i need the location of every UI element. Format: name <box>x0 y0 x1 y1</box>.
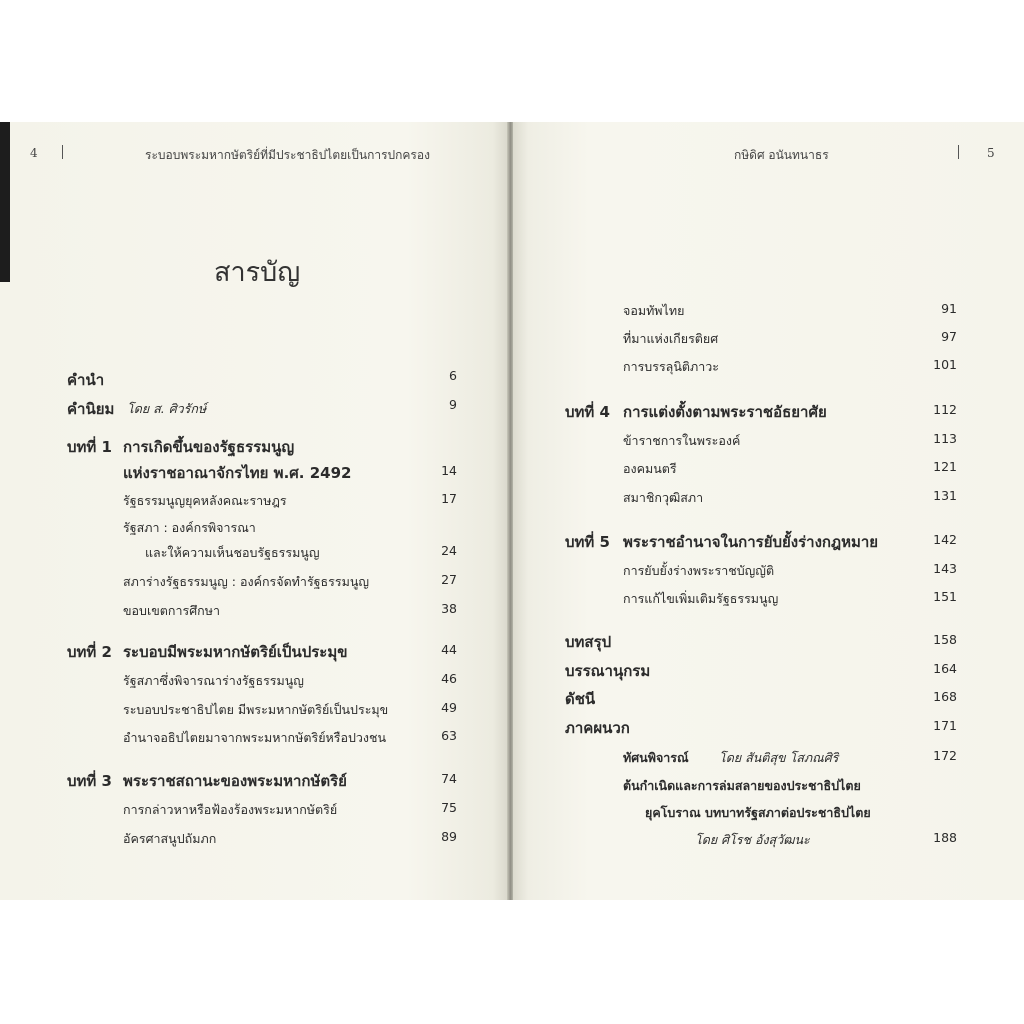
entry-title: คำนำ <box>67 371 105 389</box>
chapter-title: ระบอบมีพระมหากษัตริย์เป็นประมุข <box>123 643 348 661</box>
chapter-number: บทที่ 5 <box>565 533 610 551</box>
left-page <box>0 122 508 900</box>
entry-title: จอมทัพไทย <box>623 303 685 318</box>
entry-page: 131 <box>933 488 957 503</box>
entry-page: 101 <box>933 357 957 372</box>
entry-page: 171 <box>933 718 957 733</box>
entry-page: 97 <box>941 329 957 344</box>
entry-title: อำนาจอธิปไตยมาจากพระมหากษัตริย์หรือปวงชน <box>123 730 387 745</box>
entry-page: 91 <box>941 301 957 316</box>
entry-page: 113 <box>933 431 957 446</box>
entry-page: 6 <box>449 368 457 383</box>
chapter-number: บทที่ 4 <box>565 403 610 421</box>
chapter-number: บทที่ 2 <box>67 643 112 661</box>
entry-byline: โดย สันติสุข โสภณศิริ <box>719 750 839 765</box>
entry-title: รัฐสภาซึ่งพิจารณาร่างรัฐธรรมนูญ <box>123 673 304 688</box>
entry-title: การกล่าวหาหรือฟ้องร้องพระมหากษัตริย์ <box>123 802 338 817</box>
entry-title: รัฐสภา : องค์กรพิจารณา <box>123 520 256 535</box>
entry-page: 89 <box>441 829 457 844</box>
entry-page: 44 <box>441 642 457 657</box>
entry-title: สมาชิกวุฒิสภา <box>623 490 704 505</box>
entry-page: 38 <box>441 601 457 616</box>
right-page-number: 5 <box>987 146 995 160</box>
left-running-head: ระบอบพระมหากษัตริย์ที่มีประชาธิปไตยเป็นการปกครอง <box>145 148 430 162</box>
right-page <box>513 122 1024 900</box>
entry-page: 188 <box>933 830 957 845</box>
entry-page: 14 <box>441 463 457 478</box>
entry-title: ระบอบประชาธิปไตย มีพระมหากษัตริย์เป็นประมุข <box>123 702 389 717</box>
entry-page: 158 <box>933 632 957 647</box>
entry-title: รัฐธรรมนูญยุคหลังคณะราษฎร <box>123 493 287 508</box>
toc-title: สารบัญ <box>214 257 301 288</box>
entry-page: 75 <box>441 800 457 815</box>
entry-title: อัครศาสนูปถัมภก <box>123 831 217 846</box>
entry-title: ขอบเขตการศึกษา <box>123 603 220 618</box>
chapter-title: การเกิดขึ้นของรัฐธรรมนูญ <box>123 438 295 456</box>
entry-title: บรรณานุกรม <box>565 662 651 680</box>
entry-page: 121 <box>933 459 957 474</box>
entry-title: การยับยั้งร่างพระราชบัญญัติ <box>623 563 775 578</box>
entry-title: คำนิยม <box>67 400 115 418</box>
entry-byline: โดย ศิโรช อังสุวัฒนะ <box>695 832 810 847</box>
entry-byline: โดย ส. ศิวรักษ์ <box>127 401 207 416</box>
entry-page: 164 <box>933 661 957 676</box>
entry-page: 172 <box>933 748 957 763</box>
entry-title: และให้ความเห็นชอบรัฐธรรมนูญ <box>145 545 320 560</box>
chapter-number: บทที่ 1 <box>67 438 112 456</box>
entry-title: ภาคผนวก <box>565 719 630 737</box>
entry-title: ยุคโบราณ บทบาทรัฐสภาต่อประชาธิปไตย <box>645 805 871 820</box>
entry-page: 74 <box>441 771 457 786</box>
entry-title: ที่มาแห่งเกียรติยศ <box>623 331 719 346</box>
chapter-title: การแต่งตั้งตามพระราชอัธยาศัย <box>623 403 827 421</box>
scan-edge-shadow <box>0 122 10 282</box>
entry-title: ทัศนพิจารณ์ <box>623 750 689 765</box>
right-running-head: กษิดิศ อนันทนาธร <box>734 148 829 162</box>
entry-page: 49 <box>441 700 457 715</box>
entry-page: 63 <box>441 728 457 743</box>
entry-page: 112 <box>933 402 957 417</box>
entry-title: สภาร่างรัฐธรรมนูญ : องค์กรจัดทำรัฐธรรมนูญ <box>123 574 370 589</box>
entry-page: 17 <box>441 491 457 506</box>
entry-page: 24 <box>441 543 457 558</box>
entry-title: บทสรุป <box>565 633 612 651</box>
entry-page: 151 <box>933 589 957 604</box>
chapter-number: บทที่ 3 <box>67 772 112 790</box>
chapter-title: แห่งราชอาณาจักรไทย พ.ศ. 2492 <box>123 464 352 482</box>
entry-page: 142 <box>933 532 957 547</box>
entry-title: การแก้ไขเพิ่มเติมรัฐธรรมนูญ <box>623 591 779 606</box>
entry-page: 27 <box>441 572 457 587</box>
entry-page: 168 <box>933 689 957 704</box>
entry-page: 143 <box>933 561 957 576</box>
chapter-title: พระราชอำนาจในการยับยั้งร่างกฎหมาย <box>623 533 879 551</box>
chapter-title: พระราชสถานะของพระมหากษัตริย์ <box>123 772 347 790</box>
entry-title: ต้นกำเนิดและการล่มสลายของประชาธิปไตย <box>623 778 861 793</box>
entry-title: ข้าราชการในพระองค์ <box>623 433 741 448</box>
entry-title: ดัชนี <box>565 690 596 708</box>
entry-title: การบรรลุนิติภาวะ <box>623 359 719 374</box>
entry-page: 46 <box>441 671 457 686</box>
header-divider <box>62 145 63 159</box>
book-spread <box>0 122 1024 900</box>
entry-title: องคมนตรี <box>623 461 677 476</box>
entry-page: 9 <box>449 397 457 412</box>
left-page-number: 4 <box>30 146 38 160</box>
header-divider <box>958 145 959 159</box>
